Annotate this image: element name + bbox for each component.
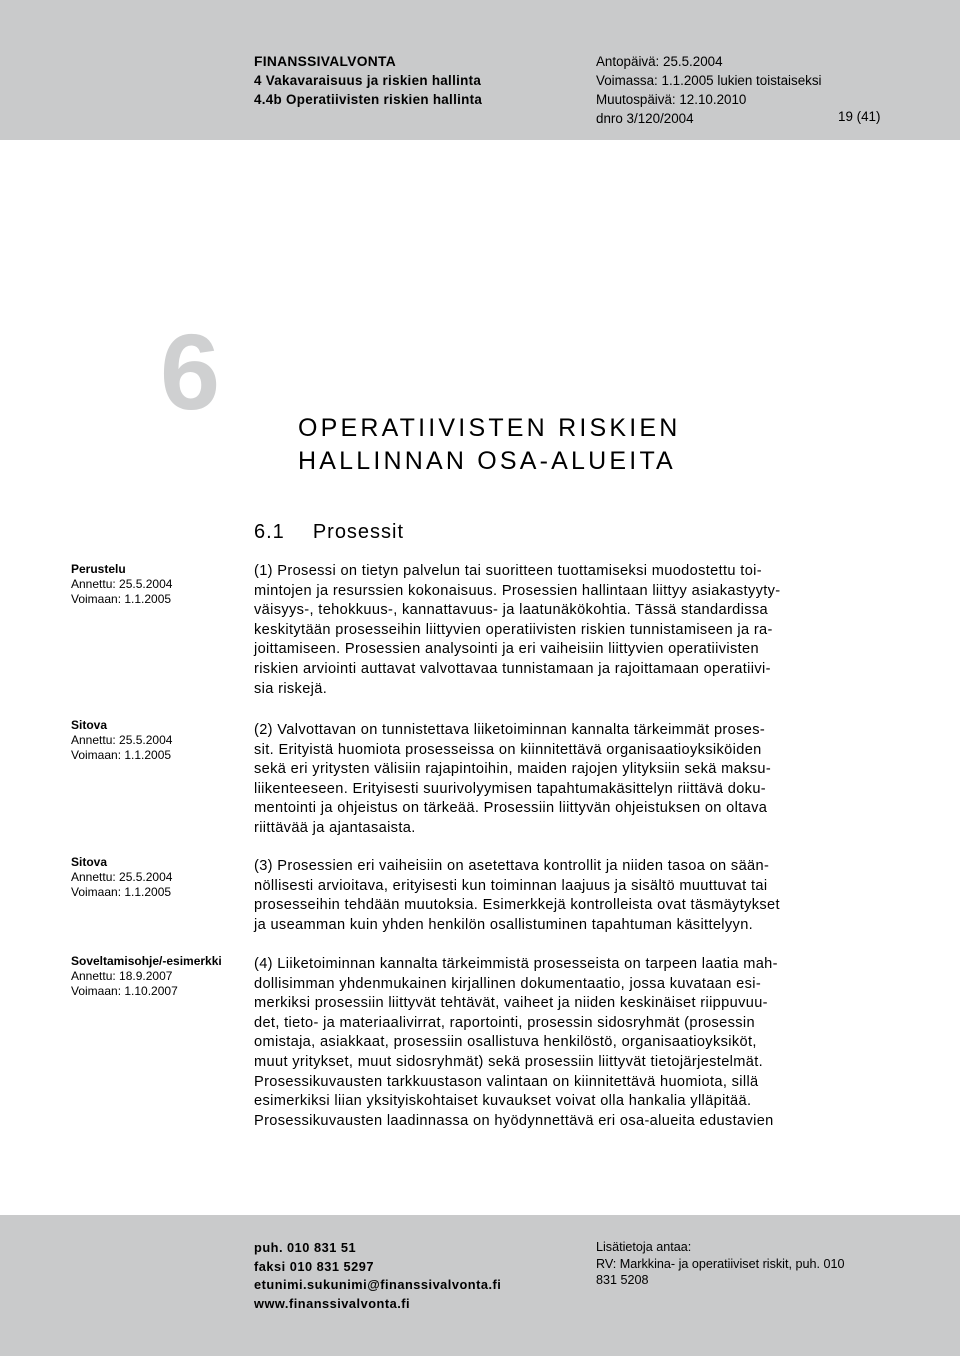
header-section: 4 Vakavaraisuus ja riskien hallinta bbox=[254, 73, 482, 88]
footer-info-line2: 831 5208 bbox=[596, 1273, 649, 1288]
side-note-issued: Annettu: 18.9.2007 bbox=[71, 969, 173, 983]
paragraph-line: riittävää ja ajantasaista. bbox=[254, 819, 416, 836]
paragraph-line: muut yritykset, muut sidosryhmät) sekä prosessiin liittyvät tietojärjestelmät. bbox=[254, 1053, 764, 1070]
modified-date: Muutospäivä: 12.10.2010 bbox=[596, 92, 747, 107]
side-note-label: Perustelu bbox=[71, 562, 126, 576]
side-note-effective: Voimaan: 1.1.2005 bbox=[71, 885, 172, 899]
paragraph-line: omistaja, asiakkaat, prosessiin osallistuva henkilöstö, organisaatioyksiköt, bbox=[254, 1034, 757, 1051]
paragraph-line: keskitytään prosesseihin liittyvien operatiivisten riskien tunnistamiseen ja ra- bbox=[254, 621, 773, 638]
page-header bbox=[0, 0, 960, 140]
header-left bbox=[254, 52, 482, 109]
chapter-title-line1: OPERATIIVISTEN RISKIEN bbox=[298, 414, 681, 442]
paragraph-line: joittamiseen. Prosessien analysointi ja eri vaiheisiin liittyvien operatiivisten bbox=[254, 641, 759, 658]
side-note bbox=[71, 954, 222, 999]
paragraph-line: (2) Valvottavan on tunnistettava liiketoiminnan kannalta tärkeimmät proses- bbox=[254, 722, 766, 738]
paragraph-1 bbox=[254, 562, 894, 699]
chapter-title bbox=[298, 412, 681, 478]
paragraph-line: (3) Prosessien eri vaiheisiin on asetettava kontrollit ja niiden tasoa on sään- bbox=[254, 858, 770, 874]
side-note-effective: Voimaan: 1.1.2005 bbox=[71, 748, 172, 762]
paragraph-3 bbox=[254, 857, 894, 935]
paragraph-line: nöllisesti arvioitava, erityisesti kun toiminnan laajuus ja sisältö muuttuvat tai bbox=[254, 877, 768, 894]
validity: Voimassa: 1.1.2005 lukien toistaiseksi bbox=[596, 73, 822, 88]
page-number: 19 (41) bbox=[838, 109, 881, 124]
side-note-effective: Voimaan: 1.1.2005 bbox=[71, 592, 172, 606]
record-number: dnro 3/120/2004 bbox=[596, 111, 694, 126]
paragraph-line: mentointi ja ohjeistus on tärkeää. Prosessiin liittyvän ohjeistuksen on oltava bbox=[254, 800, 768, 817]
paragraph-line: prosesseihin tehdään muutoksia. Esimerkkejä kontrolleista ovat täsmäytykset bbox=[254, 897, 780, 914]
side-note-label: Sitova bbox=[71, 855, 108, 869]
side-note bbox=[71, 562, 172, 607]
page-footer bbox=[0, 1215, 960, 1356]
organization-name: FINANSSIVALVONTA bbox=[254, 54, 396, 69]
section-number: 6.1 bbox=[254, 521, 285, 543]
paragraph-line: väisyys-, tehokkuus-, kannattavuus- ja laatunäkökohtia. Tässä standardissa bbox=[254, 602, 768, 619]
paragraph-line: (4) Liiketoiminnan kannalta tärkeimmistä prosesseista on tarpeen laatia mah- bbox=[254, 956, 778, 972]
issue-date: Antopäivä: 25.5.2004 bbox=[596, 54, 723, 69]
footer-phone: puh. 010 831 51 bbox=[254, 1240, 357, 1255]
footer-info bbox=[596, 1239, 896, 1289]
paragraph-line: Prosessikuvausten laadinnassa on hyödynnettävä eri osa-alueita edustavien bbox=[254, 1112, 774, 1129]
footer-info-label: Lisätietoja antaa: bbox=[596, 1240, 692, 1254]
side-note-issued: Annettu: 25.5.2004 bbox=[71, 733, 173, 747]
side-note bbox=[71, 718, 172, 763]
side-note-issued: Annettu: 25.5.2004 bbox=[71, 577, 173, 591]
paragraph-4 bbox=[254, 955, 894, 1131]
paragraph-line: ja useamman kuin yhden henkilön osallistuminen tapahtuman käsittelyyn. bbox=[254, 916, 754, 933]
footer-email[interactable]: etunimi.sukunimi@finanssivalvonta.fi bbox=[254, 1277, 502, 1293]
paragraph-line: sekä eri yritysten välisiin rajapintoihin, maiden rajojen ylityksiin sekä maksu- bbox=[254, 761, 772, 778]
footer-contact bbox=[254, 1239, 501, 1313]
footer-fax: faksi 010 831 5297 bbox=[254, 1258, 375, 1274]
section-heading bbox=[254, 521, 404, 544]
side-note-issued: Annettu: 25.5.2004 bbox=[71, 870, 173, 884]
footer-info-line1: RV: Markkina- ja operatiiviset riskit, puh. 010 bbox=[596, 1256, 845, 1271]
paragraph-line: riskien arviointi auttavat valvottavaa tunnistamaan ja rajoittamaan operatiivi- bbox=[254, 660, 771, 677]
paragraph-line: Prosessikuvausten tarkkuustason valintaan on kiinnitettävä huomiota, sillä bbox=[254, 1073, 759, 1090]
paragraph-line: sit. Erityistä huomiota prosesseissa on kiinnitettävä organisaatioyksiköiden bbox=[254, 741, 762, 758]
paragraph-line: merkiksi prosessiin liittyvät tehtävät, vaiheet ja niiden keskinäiset riippuvuu- bbox=[254, 995, 768, 1012]
side-note-label: Sitova bbox=[71, 718, 108, 732]
footer-website[interactable]: www.finanssivalvonta.fi bbox=[254, 1295, 411, 1311]
side-note-label: Soveltamisohje/-esimerkki bbox=[71, 954, 222, 968]
paragraph-line: dollisimman yhdenmukainen kirjallinen dokumentaatio, jossa kuvataan esi- bbox=[254, 975, 762, 992]
paragraph-2 bbox=[254, 721, 894, 839]
chapter-number: 6 bbox=[160, 311, 221, 432]
paragraph-line: (1) Prosessi on tietyn palvelun tai suoritteen tuottamiseksi muodostettu toi- bbox=[254, 563, 762, 579]
paragraph-line: esimerkiksi liian yksityiskohtaiset kuvaukset voivat olla hankalia ylläpitää. bbox=[254, 1093, 752, 1110]
header-right bbox=[596, 52, 822, 128]
side-note bbox=[71, 855, 172, 900]
section-title: Prosessit bbox=[312, 521, 405, 543]
paragraph-line: det, tieto- ja materiaalivirrat, raportointi, prosessin sidosryhmät (prosessin bbox=[254, 1014, 755, 1031]
side-note-effective: Voimaan: 1.10.2007 bbox=[71, 984, 178, 998]
paragraph-line: mintojen ja resurssien kokonaisuus. Prosessien hallintaan liittyy asiakastyyty- bbox=[254, 582, 781, 599]
paragraph-line: liikenteeseen. Erityisesti suurivolyymisen tapahtumakäsittelyn riittävä doku- bbox=[254, 780, 766, 797]
header-subsection: 4.4b Operatiivisten riskien hallinta bbox=[254, 92, 483, 107]
chapter-title-line2: HALLINNAN OSA-ALUEITA bbox=[298, 447, 676, 475]
paragraph-line: sia riskejä. bbox=[254, 680, 328, 697]
